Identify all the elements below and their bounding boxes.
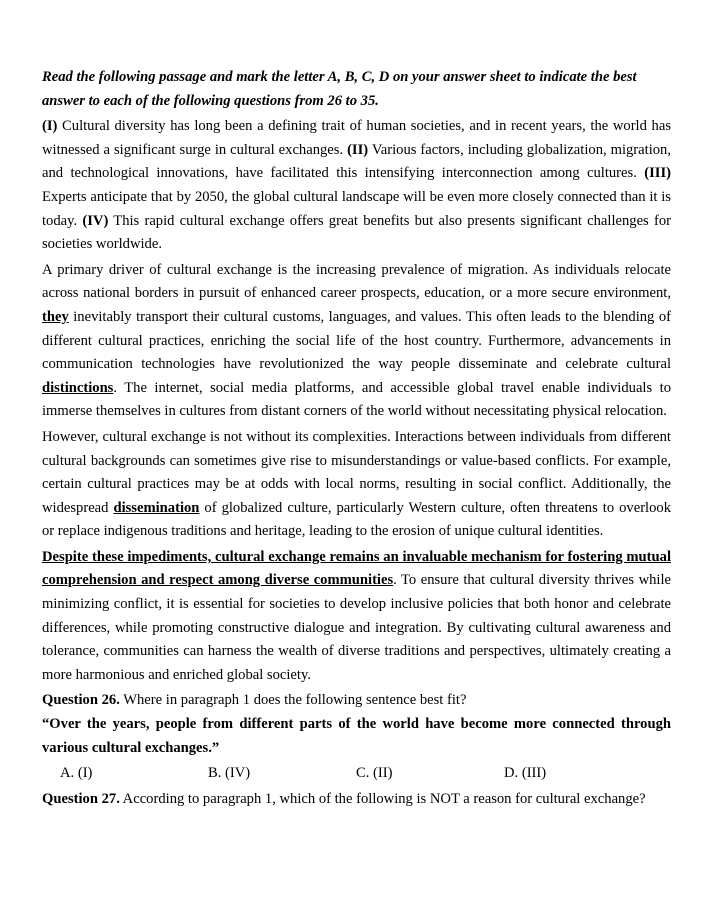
option-b[interactable]: B. (IV) (208, 765, 251, 782)
paragraph-2 (42, 259, 671, 424)
instructions: Read the following passage and mark the letter A, B, C, D on your answer sheet to indicate the best answer to each of the following questions from 26 to 35. (42, 69, 637, 109)
question-26 (42, 689, 671, 713)
marker-4: (IV) (82, 212, 109, 229)
p1-sentence-2: Various factors, including globalization, migration, and technological innovations, have facilitated this intensifying interconnection among cultures. (42, 141, 671, 182)
question-26-options (42, 762, 671, 786)
question-26-sentence: “Over the years, people from different parts of the world have become more connected through various cultural exchanges.” (42, 716, 671, 756)
paragraph-1 (42, 115, 671, 257)
option-a[interactable]: A. (I) (60, 765, 93, 782)
question-27-text: According to paragraph 1, which of the following is NOT a reason for cultural exchange? (119, 790, 646, 807)
p2-text-a: A primary driver of cultural exchange is the increasing prevalence of migration. As individuals relocate across national borders in pursuit of enhanced career prospects, education, or a more secure environment, (42, 261, 671, 302)
p2-text-b: inevitably transport their cultural customs, languages, and values. This often leads to the blending of different cultural practices, enriching the social life of the host country. Furthermore, advancements in communication technologies have revolutionized the way people disseminate and celebrate cultural (42, 308, 671, 373)
question-26-label: Question 26. (42, 692, 120, 709)
paragraph-4 (42, 546, 671, 688)
p1-sentence-3: Experts anticipate that by 2050, the global cultural landscape will be even more closely connected than it is today. (42, 188, 671, 229)
question-27-label: Question 27. (42, 790, 120, 807)
marker-3: (III) (644, 165, 671, 182)
question-27 (42, 788, 671, 812)
underlined-they: they (42, 308, 69, 325)
p3-text-b: of globalized culture, particularly Western culture, often threatens to overlook or replace indigenous traditions and heritage, leading to the erosion of unique cultural identities. (42, 499, 671, 540)
option-d[interactable]: D. (III) (504, 765, 547, 782)
p2-text-c: . The internet, social media platforms, and accessible global travel enable individuals to immerse themselves in cultures from distant corners of the world without necessitating physical relocation. (42, 379, 671, 420)
underlined-distinctions: distinctions (42, 379, 114, 396)
underlined-sentence: Despite these impediments, cultural exchange remains an invaluable mechanism for fostering mutual comprehension and respect among diverse communities (42, 548, 671, 589)
marker-2: (II) (347, 141, 369, 158)
question-26-text: Where in paragraph 1 does the following sentence best fit? (119, 692, 467, 709)
p4-text-a: . To ensure that cultural diversity thrives while minimizing conflict, it is essential for societies to develop inclusive policies that both honor and celebrate differences, while promoting constructive dialogue and integration. By cultivating cultural awareness and tolerance, communities can harness the wealth of diverse traditions and perspectives, ultimately creating a more harmonious and enriched global society. (42, 572, 672, 683)
document-page (42, 66, 671, 811)
p3-text-a: However, cultural exchange is not without its complexities. Interactions between individuals from different cultural backgrounds can sometimes give rise to misunderstandings or value-based conflicts. For example, certain cultural practices may be at odds with local norms, resulting in social conflict. Additionally, the widespread (42, 428, 671, 516)
p1-sentence-4: This rapid cultural exchange offers great benefits but also presents significant challenges for societies worldwide. (42, 212, 671, 253)
option-c[interactable]: C. (II) (356, 765, 393, 782)
paragraph-3 (42, 426, 671, 544)
underlined-dissemination: dissemination (113, 499, 200, 516)
p1-sentence-1: Cultural diversity has long been a defining trait of human societies, and in recent years, the world has witnessed a significant surge in cultural exchanges. (42, 118, 671, 158)
marker-1: (I) (42, 118, 58, 135)
